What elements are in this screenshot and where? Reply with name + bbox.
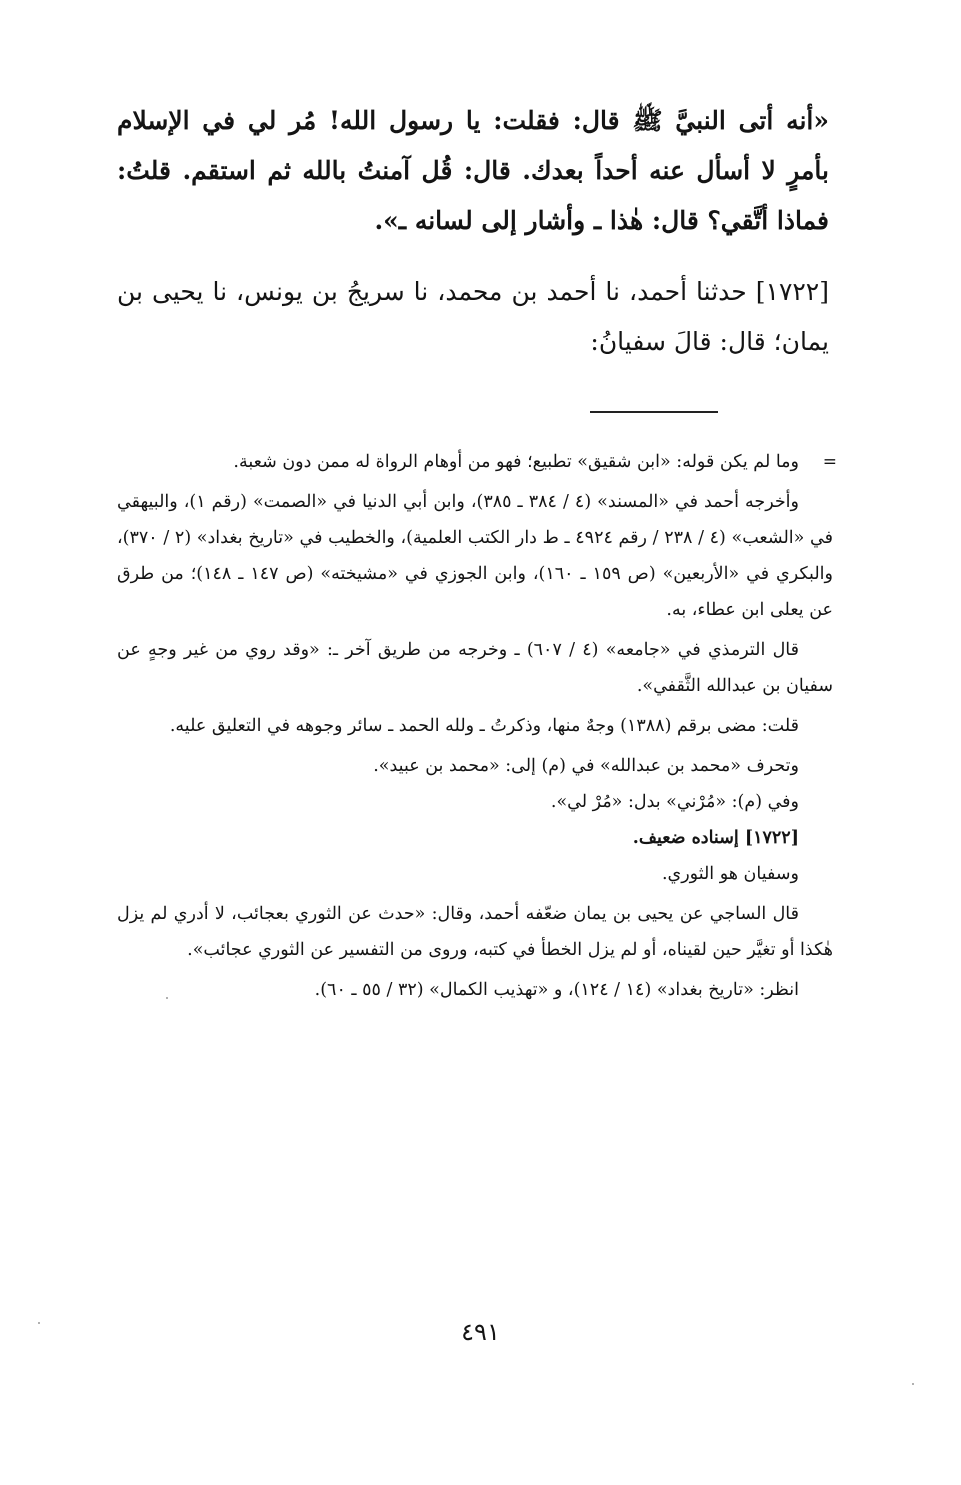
scan-speck xyxy=(38,1322,40,1324)
scan-speck xyxy=(166,997,168,999)
continuation-mark: = xyxy=(822,452,837,472)
isnad-paragraph: [١٧٢٢] حدثنا أحمد، نا أحمد بن محمد، نا سريجُ بن يونس، نا يحيى بن يمان؛ قال: قالَ سفيانُ: xyxy=(117,277,829,356)
footnote-paragraph: وسفيان هو الثوري. xyxy=(661,864,799,884)
footnote-paragraph: وفي (م): «مُرْني» بدل: «مُرْ لي». xyxy=(550,792,799,812)
footnote-paragraph: قال الترمذي في «جامعه» (٤ / ٦٠٧) ـ وخرجه من طريق آخر ـ: «وقد روي من غير وجهٍ عن سفيان بن عبدالله الثَّقفي». xyxy=(117,640,833,696)
footnote-paragraph: انظر: «تاريخ بغداد» (١٤ / ١٢٤)، و «تهذيب الكمال» (٣٢ / ٥٥ ـ ٦٠). xyxy=(314,980,799,1000)
footnote-paragraph: وما لم يكن قوله: «ابن شقيق» تطبيع؛ فهو من أوهام الرواة له ممن دون شعبة. xyxy=(233,452,799,472)
scan-speck xyxy=(912,1383,914,1385)
footnote-paragraph: قلت: مضى برقم (١٣٨٨) وجهٌ منها، وذكرتُ ـ ولله الحمد ـ سائر وجوهه في التعليق عليه. xyxy=(169,716,799,736)
footnote-paragraph: وأخرجه أحمد في «المسند» (٤ / ٣٨٤ ـ ٣٨٥)، وابن أبي الدنيا في «الصمت» (رقم ١)، والبيهقي في «الشعب» (٤ / ٢٣٨ / رقم ٤٩٢٤ ـ ط دار الكتب العلمية)، والخطيب في «تاريخ بغداد» (٢ / ٣٧٠)، والبكري في «الأربعين» (ص ١٥٩ ـ ١٦٠)، وابن الجوزي في «مشيخته» (ص ١٤٧ ـ ١٤٨)؛ من طرق عن يعلى ابن عطاء، به. xyxy=(117,492,833,620)
grading-label: [١٧٢٢] إسناده ضعيف. xyxy=(632,828,799,848)
footnote-paragraph: وتحرف «محمد بن عبدالله» في (م) إلى: «محمد بن عبيد». xyxy=(373,756,799,776)
footnote-paragraph: قال الساجي عن يحيى بن يمان ضعّفه أحمد، وقال: «حدث عن الثوري بعجائب، لا أدري لم يزل هٰكذا أو تغيَّر حين لقيناه، أو لم يزل الخطأ في كتبه، وروى من التفسير عن الثوري عجائب». xyxy=(117,904,833,960)
page-number: ٤٩١ xyxy=(461,1318,500,1346)
footnote-separator xyxy=(590,411,718,413)
footnotes xyxy=(117,444,837,1012)
footnote-continuation xyxy=(117,444,837,480)
hadith-text-bold: «أنه أتى النبيَّ ﷺ قال: فقلت: يا رسول الله! مُر لي في الإسلام بأمرٍ لا أسأل عنه أحداً بعدك. قال: قُل آمنتُ بالله ثم استقم. قلتُ: فماذا أتَّقي؟ قال: هٰذا ـ وأشار إلى لسانه ـ». xyxy=(117,106,829,235)
